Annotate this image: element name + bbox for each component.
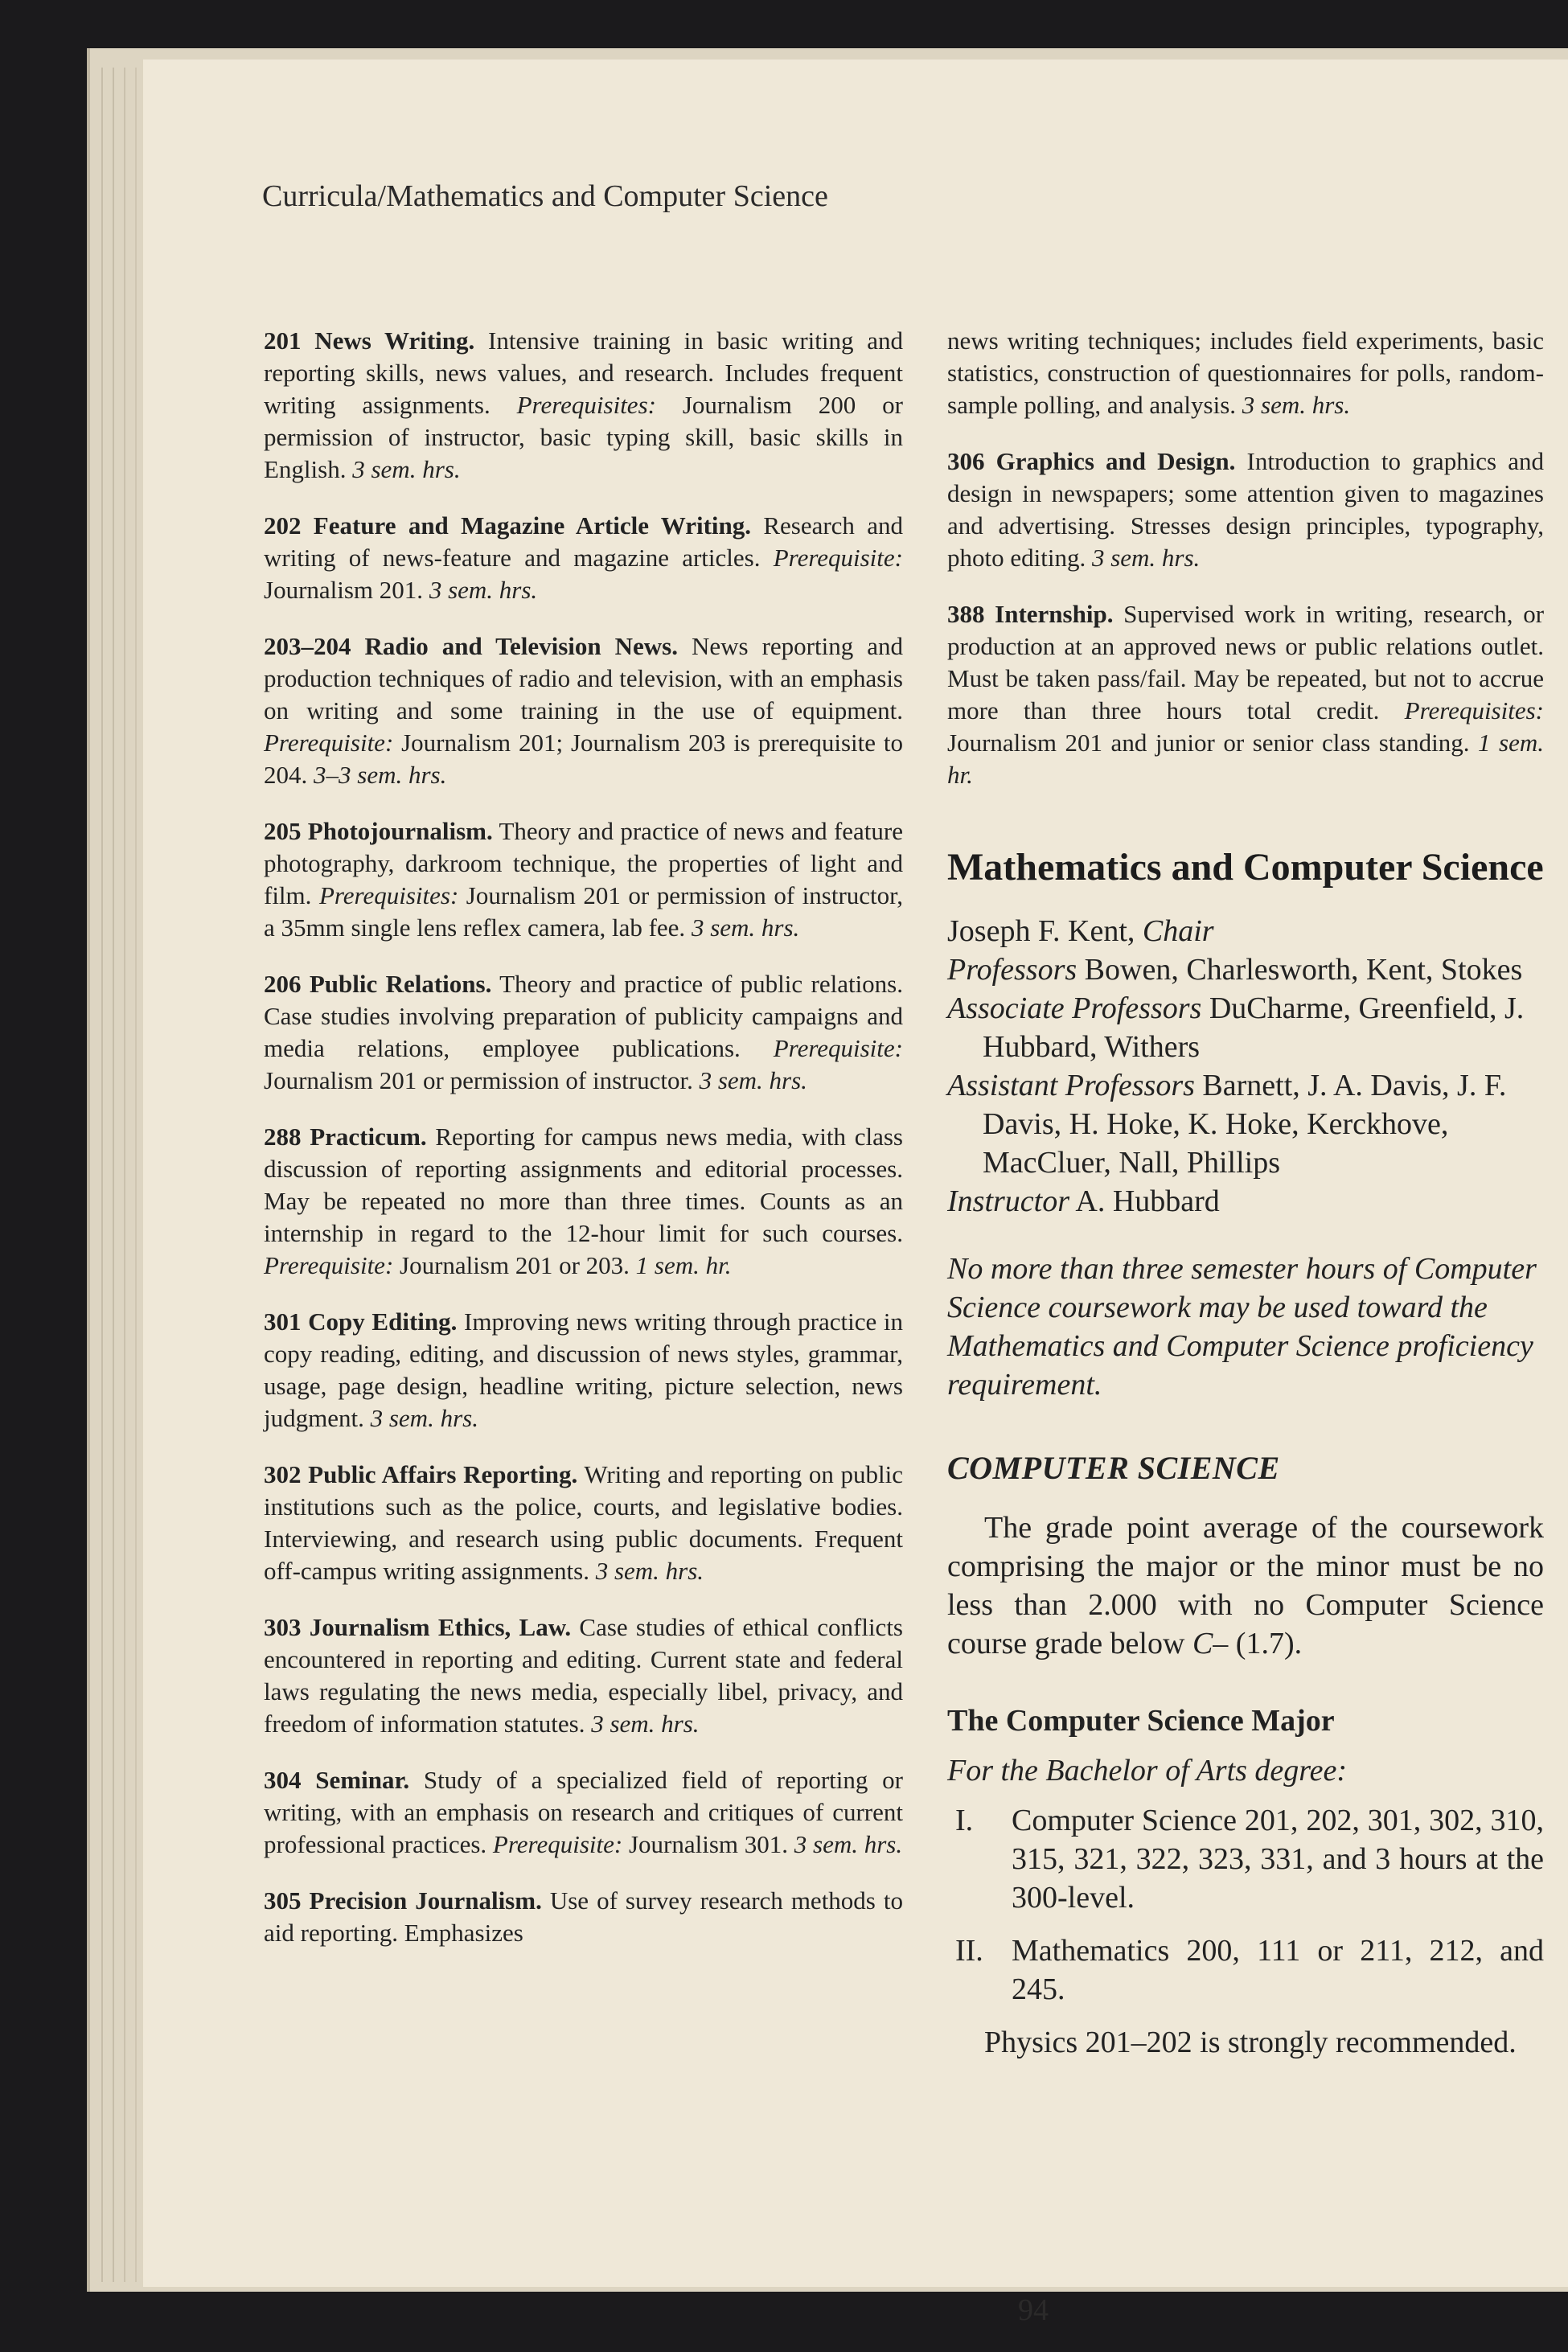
assistant-label: Assistant Professors bbox=[947, 1069, 1195, 1102]
course-title: 303 Journalism Ethics, Law. bbox=[264, 1613, 572, 1641]
course-title: 203–204 Radio and Television News. bbox=[264, 632, 678, 660]
course-prereq-label: Prerequisites: bbox=[1404, 696, 1544, 724]
page-number: 94 bbox=[1018, 2293, 1049, 2327]
course-prereq-label: Prerequisite: bbox=[264, 1251, 394, 1279]
chair-name: Joseph F. Kent, bbox=[947, 914, 1143, 948]
faculty-professors bbox=[947, 950, 1544, 989]
course-continuation bbox=[947, 325, 1544, 421]
page bbox=[143, 60, 1568, 2327]
course-body: Theory and practice of news and feature photography, darkroom technique, the properties of light and film. bbox=[264, 817, 903, 909]
course-prereq-label: Prerequisites: bbox=[318, 881, 459, 909]
proficiency-note: No more than three semester hours of Computer Science coursework may be used toward the Mathematics and Computer Science proficiency requirement. bbox=[947, 1252, 1537, 1402]
course-prereq-label: Prerequisite: bbox=[773, 1034, 903, 1062]
course-credit: 3 sem. hrs. bbox=[591, 1710, 700, 1738]
course-credit: 1 sem. hr. bbox=[635, 1251, 732, 1279]
course-body: Research and writing of news-feature and magazine articles. bbox=[264, 511, 903, 572]
course-body: Introduction to graphics and design in newspapers; some attention given to magazines and advertising. Stresses design principles, typography, photo editing. bbox=[947, 447, 1544, 572]
requirement-text: Computer Science 201, 202, 301, 302, 310, 315, 321, 322, 323, 331, and 3 hours at the 300-level. bbox=[1012, 1804, 1544, 1915]
right-column bbox=[947, 325, 1544, 2062]
course-title: 388 Internship. bbox=[947, 600, 1114, 628]
faculty-assistant bbox=[947, 1066, 1544, 1182]
course-entry bbox=[264, 510, 903, 606]
course-entry bbox=[264, 1121, 903, 1282]
course-body: Theory and practice of public relations. Case studies involving preparation of publicity campaigns and media relations, employee publications. bbox=[264, 970, 904, 1062]
course-title: 201 News Writing. bbox=[264, 326, 475, 355]
closing-recommendation: Physics 201–202 is strongly recommended. bbox=[984, 2026, 1517, 2059]
course-body: Use of survey research methods to aid reporting. Emphasizes bbox=[264, 1886, 903, 1947]
course-prereq-label: Prerequisites: bbox=[516, 391, 656, 419]
requirement-item bbox=[947, 1801, 1544, 1917]
course-credit: 1 sem. hr. bbox=[947, 729, 1544, 789]
course-title: 206 Public Relations. bbox=[264, 970, 492, 998]
faculty-instructor bbox=[947, 1182, 1544, 1221]
gpa-end: (1.7). bbox=[1228, 1627, 1303, 1660]
requirement-item bbox=[947, 1931, 1544, 2009]
requirement-text: Mathematics 200, 111 or 211, 212, and 245. bbox=[1012, 1934, 1544, 2006]
gpa-paragraph bbox=[947, 1508, 1544, 1663]
faculty-associate bbox=[947, 989, 1544, 1066]
course-title: 205 Photojournalism. bbox=[264, 817, 493, 845]
course-entry bbox=[947, 445, 1544, 574]
header-department: /Mathematics and Computer Science bbox=[377, 179, 828, 213]
course-prereq: Journalism 301. bbox=[622, 1830, 794, 1858]
course-prereq-label: Prerequisite: bbox=[264, 729, 394, 757]
course-credit: 3 sem. hrs. bbox=[699, 1066, 807, 1094]
course-entry bbox=[947, 598, 1544, 791]
instructor-label: Instructor bbox=[947, 1184, 1069, 1218]
course-entry bbox=[264, 1885, 903, 1949]
course-prereq: Journalism 201 or 203. bbox=[393, 1251, 636, 1279]
course-entry bbox=[264, 968, 903, 1097]
course-entry bbox=[264, 1459, 903, 1587]
course-entry bbox=[264, 815, 903, 944]
course-title: 288 Practicum. bbox=[264, 1123, 427, 1151]
course-credit: 3 sem. hrs. bbox=[370, 1404, 478, 1432]
course-title: 305 Precision Journalism. bbox=[264, 1886, 542, 1915]
course-credit: 3 sem. hrs. bbox=[691, 913, 800, 942]
gpa-text: The grade point average of the coursework comprising the major or the minor must be no less than 2.000 with no Computer Science course grade below bbox=[947, 1511, 1544, 1660]
course-credit: 3 sem. hrs. bbox=[794, 1830, 903, 1858]
course-entry bbox=[264, 630, 903, 791]
header-section: Curricula bbox=[262, 179, 378, 213]
course-credit: 3 sem. hrs. bbox=[1242, 391, 1351, 419]
course-entry bbox=[264, 1764, 903, 1861]
course-prereq: Journalism 200 or permission of instructor, basic typing skill, basic skills in English. bbox=[264, 391, 903, 483]
gpa-grade: C– bbox=[1192, 1627, 1229, 1660]
course-title: 304 Seminar. bbox=[264, 1766, 410, 1794]
course-prereq: Journalism 201; Journalism 203 is prerequisite to 204. bbox=[264, 729, 903, 789]
associate-label: Associate Professors bbox=[947, 991, 1202, 1025]
course-body: Supervised work in writing, research, or production at an approved news or public relations outlet. Must be taken pass/fail. May be repeated, but not to accrue more than three hours total credit. bbox=[947, 600, 1545, 724]
instructor-names: A. Hubbard bbox=[1069, 1184, 1220, 1218]
course-entry bbox=[264, 325, 903, 486]
faculty-chair bbox=[947, 912, 1544, 950]
course-prereq: Journalism 201. bbox=[264, 576, 429, 604]
course-credit: 3 sem. hrs. bbox=[429, 576, 538, 604]
course-prereq-label: Prerequisite: bbox=[492, 1830, 623, 1858]
course-prereq: Journalism 201 or permission of instructor. bbox=[264, 1066, 700, 1094]
course-body: Improving news writing through practice in copy reading, editing, and discussion of news styles, grammar, usage, page design, headline writing, picture selection, news judgment. bbox=[264, 1307, 903, 1432]
course-title: 302 Public Affairs Reporting. bbox=[264, 1460, 578, 1488]
course-body: Case studies of ethical conflicts encountered in reporting and editing. Current state and federal laws regulating the news media, especially libel, privacy, and freedom of information statutes. bbox=[264, 1613, 903, 1738]
chair-title: Chair bbox=[1142, 914, 1214, 948]
course-body: Writing and reporting on public institutions such as the police, courts, and legislative bodies. Interviewing, and research using public documents. Frequent off-campus writing assignments. bbox=[264, 1460, 903, 1585]
associate-names: DuCharme, Greenfield, J. Hubbard, Withers bbox=[983, 991, 1525, 1064]
course-body: news writing techniques; includes field experiments, basic statistics, construction of questionnaires for polls, random-sample polling, and analysis. bbox=[947, 326, 1544, 419]
requirement-number: I. bbox=[955, 1804, 974, 1837]
course-body: Intensive training in basic writing and reporting skills, news values, and research. Includes frequent writing assignments. bbox=[264, 326, 904, 419]
course-prereq: Journalism 201 or permission of instructor, a 35mm single lens reflex camera, lab fee. bbox=[264, 881, 903, 942]
course-credit: 3 sem. hrs. bbox=[595, 1557, 704, 1585]
course-credit: 3 sem. hrs. bbox=[352, 455, 461, 483]
professors-names: Bowen, Charlesworth, Kent, Stokes bbox=[1077, 953, 1523, 987]
course-prereq: Journalism 201 and junior or senior class standing. bbox=[947, 729, 1479, 757]
assistant-names: Barnett, J. A. Davis, J. F. Davis, H. Hoke, K. Hoke, Kerckhove, MacCluer, Nall, Phillips bbox=[983, 1069, 1507, 1180]
major-title: The Computer Science Major bbox=[947, 1704, 1335, 1738]
department-title: Mathematics and Computer Science bbox=[947, 846, 1544, 889]
course-body: News reporting and production techniques of radio and television, with an emphasis on writing and some training in the use of equipment. bbox=[264, 632, 903, 724]
course-title: 306 Graphics and Design. bbox=[947, 447, 1236, 475]
degree-line: For the Bachelor of Arts degree: bbox=[947, 1754, 1348, 1788]
requirement-number: II. bbox=[955, 1934, 983, 1968]
professors-label: Professors bbox=[947, 953, 1077, 987]
cs-heading: COMPUTER SCIENCE bbox=[947, 1450, 1280, 1486]
course-title: 301 Copy Editing. bbox=[264, 1307, 458, 1336]
course-title: 202 Feature and Magazine Article Writing. bbox=[264, 511, 752, 540]
course-prereq-label: Prerequisite: bbox=[773, 544, 903, 572]
left-column bbox=[264, 325, 903, 1973]
course-body: Reporting for campus news media, with class discussion of reporting assignments and editorial processes. May be repeated no more than three times. Counts as an internship in regard to the 12-hour limit for such courses. bbox=[264, 1123, 903, 1247]
course-entry bbox=[264, 1306, 903, 1435]
running-header bbox=[262, 179, 828, 214]
course-credit: 3 sem. hrs. bbox=[1091, 544, 1201, 572]
course-credit: 3–3 sem. hrs. bbox=[314, 761, 447, 789]
course-entry bbox=[264, 1611, 903, 1740]
faculty-list bbox=[947, 912, 1544, 1221]
course-body: Study of a specialized field of reporting or writing, with an emphasis on research and critiques of current professional practices. bbox=[264, 1766, 903, 1858]
